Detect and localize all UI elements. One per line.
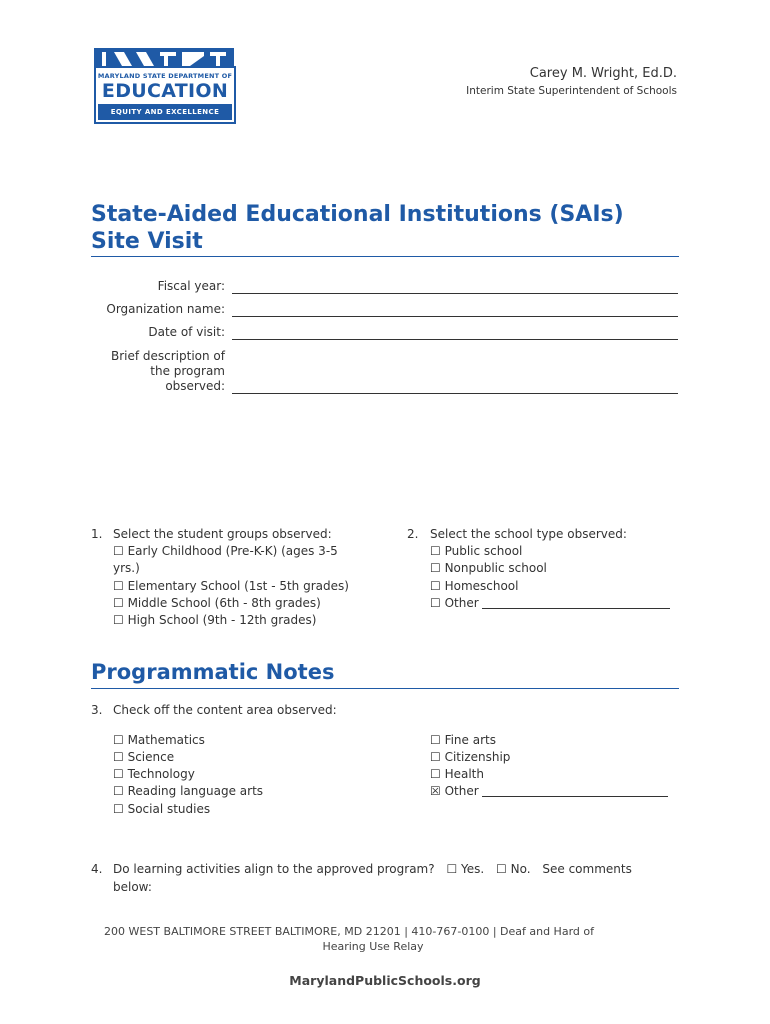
q3-option-fine-arts[interactable]: ☐ Fine arts [430, 733, 496, 747]
description-label-line3: observed: [165, 379, 225, 393]
q3-option-technology[interactable]: ☐ Technology [113, 767, 195, 781]
q1-option-elementary[interactable]: ☐ Elementary School (1st - 5th grades) [113, 579, 349, 593]
q4-see-comments: See comments [542, 862, 632, 876]
fiscal-year-field[interactable] [232, 293, 678, 294]
q4-yes-option[interactable]: ☐ Yes. [446, 862, 485, 876]
superintendent-title: Interim State Superintendent of Schools [466, 85, 677, 97]
q2-option-homeschool[interactable]: ☐ Homeschool [430, 579, 519, 593]
date-of-visit-field[interactable] [232, 339, 678, 340]
q4-below: below: [113, 880, 152, 894]
q1-option-early-childhood[interactable]: ☐ Early Childhood (Pre-K-K) (ages 3-5 [113, 544, 338, 558]
q3-option-citizenship[interactable]: ☐ Citizenship [430, 750, 511, 764]
description-label-line2: the program [150, 364, 225, 378]
q3-option-other-label: ☒ Other [430, 784, 479, 798]
logo-subtitle: MARYLAND STATE DEPARTMENT OF [97, 72, 233, 80]
q3-option-health[interactable]: ☐ Health [430, 767, 484, 781]
q4-number: 4. [91, 862, 103, 876]
q3-other-field[interactable] [482, 784, 668, 797]
q3-option-mathematics[interactable]: ☐ Mathematics [113, 733, 205, 747]
q2-option-nonpublic[interactable]: ☐ Nonpublic school [430, 561, 547, 575]
q3-option-social-studies[interactable]: ☐ Social studies [113, 802, 211, 816]
footer-address: 200 WEST BALTIMORE STREET BALTIMORE, MD 21201 | 410-767-0100 | Deaf and Hard of [104, 925, 594, 938]
q2-other-field[interactable] [482, 596, 670, 609]
q4-prompt-row [113, 862, 632, 876]
q2-option-other-label: ☐ Other [430, 596, 479, 610]
logo-graphic-icon [94, 46, 236, 66]
q3-prompt: Check off the content area observed: [113, 703, 337, 717]
programmatic-notes-divider [91, 688, 679, 689]
q2-number: 2. [407, 527, 419, 541]
q1-option-high[interactable]: ☐ High School (9th - 12th grades) [113, 613, 317, 627]
programmatic-notes-heading: Programmatic Notes [91, 660, 335, 684]
superintendent-name: Carey M. Wright, Ed.D. [529, 66, 677, 81]
q2-prompt: Select the school type observed: [430, 527, 627, 541]
footer-website-link[interactable]: MarylandPublicSchools.org [289, 973, 481, 988]
q1-prompt: Select the student groups observed: [113, 527, 332, 541]
organization-name-field[interactable] [232, 316, 678, 317]
description-field[interactable] [232, 393, 678, 394]
q1-option-middle[interactable]: ☐ Middle School (6th - 8th grades) [113, 596, 321, 610]
q4-prompt: Do learning activities align to the approved program? [113, 862, 435, 876]
q1-option-early-childhood-cont: yrs.) [113, 561, 140, 575]
q2-option-public[interactable]: ☐ Public school [430, 544, 523, 558]
q3-number: 3. [91, 703, 103, 717]
page-title-line2: Site Visit [91, 229, 203, 254]
q1-number: 1. [91, 527, 103, 541]
footer-relay: Hearing Use Relay [322, 940, 424, 953]
msde-logo [94, 46, 236, 122]
q3-option-other[interactable] [430, 784, 668, 798]
logo-name: EDUCATION [101, 80, 229, 102]
logo-tagline: EQUITY AND EXCELLENCE [110, 108, 220, 116]
q3-option-science[interactable]: ☐ Science [113, 750, 175, 764]
date-of-visit-label: Date of visit: [148, 325, 225, 339]
logo-box [94, 66, 236, 124]
description-label-line1: Brief description of [110, 349, 225, 363]
title-divider [91, 256, 679, 257]
q4-no-option[interactable]: ☐ No. [496, 862, 531, 876]
organization-name-label: Organization name: [106, 302, 225, 316]
q2-option-other[interactable] [430, 596, 670, 610]
fiscal-year-label: Fiscal year: [157, 279, 225, 293]
page-title: State-Aided Educational Institutions (SAIs) [91, 202, 624, 227]
q3-option-reading[interactable]: ☐ Reading language arts [113, 784, 264, 798]
